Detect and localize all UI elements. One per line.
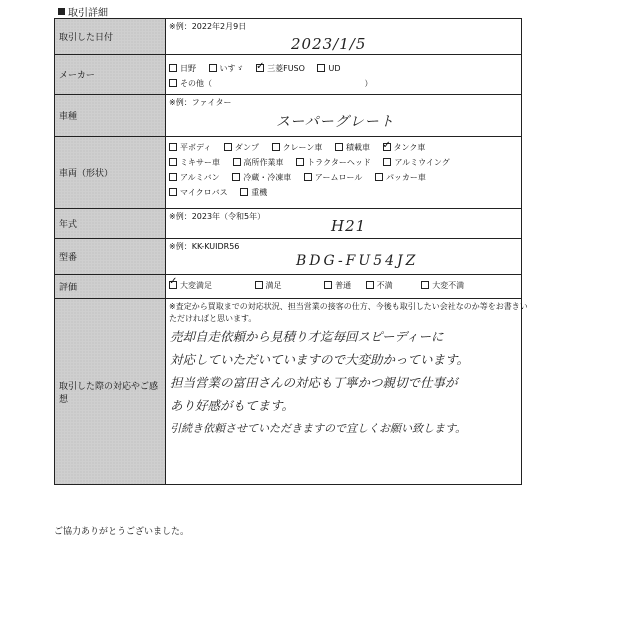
section-title-text: 取引詳細 [68, 8, 108, 19]
checkbox-icon[interactable] [366, 281, 374, 289]
type-option[interactable]: トラクターヘッド [296, 155, 371, 170]
year-label: 年式 [55, 209, 166, 239]
model-handwritten: スーパーグレート [276, 114, 395, 130]
rating-option-very-dissatisfied[interactable]: 大変不満 [421, 280, 464, 292]
rating-option-neutral[interactable]: 普通 [324, 280, 351, 292]
checkbox-icon[interactable] [169, 173, 177, 181]
model-code-cell[interactable] [166, 239, 522, 275]
maker-label: メーカー [55, 55, 166, 95]
maker-option-other[interactable]: その他（ [169, 76, 212, 91]
comment-line: 担当営業の富田さんの対応も丁寧かつ親切で仕事が [170, 375, 458, 390]
model-label: 車種 [55, 95, 166, 137]
comment-note: ※査定から買取までの対応状況、担当営業の接客の仕方、今後も取引したい会社なのか等をお書きいただければと思います。 [169, 302, 528, 323]
comment-label: 取引した際の対応やご感想 [55, 299, 166, 485]
comment-line: 売却自走依頼から見積り才迄毎回スピーディーに [170, 329, 444, 344]
checkbox-icon[interactable] [169, 188, 177, 196]
maker-option-hino[interactable]: 日野 [169, 61, 196, 76]
checkbox-icon[interactable] [421, 281, 429, 289]
checkbox-icon[interactable] [272, 143, 280, 151]
model-code-example: ※例：KK-KUIDR56 [169, 242, 240, 251]
checkbox-icon[interactable] [169, 79, 177, 87]
checkbox-icon[interactable] [240, 188, 248, 196]
date-handwritten: 2023/1/5 [291, 35, 367, 53]
checkbox-icon[interactable] [232, 173, 240, 181]
type-option[interactable]: クレーン車 [272, 140, 323, 155]
checkbox-icon[interactable] [317, 64, 325, 72]
checkbox-icon[interactable] [304, 173, 312, 181]
date-cell[interactable] [166, 19, 522, 55]
rating-cell [166, 275, 522, 299]
checkbox-checked-icon[interactable] [256, 64, 264, 72]
model-cell[interactable] [166, 95, 522, 137]
maker-option-isuzu[interactable]: いすゞ [209, 61, 244, 76]
year-handwritten: H21 [331, 217, 367, 235]
type-option[interactable]: ミキサー車 [169, 155, 220, 170]
year-example: ※例：2023年（令和5年） [169, 212, 266, 221]
checkbox-icon[interactable] [335, 143, 343, 151]
rating-option-satisfied[interactable]: 満足 [255, 280, 282, 292]
footer-thanks: ご協力ありがとうございました。 [54, 527, 190, 537]
checkbox-checked-icon[interactable] [169, 281, 177, 289]
model-code-handwritten: BDG-FU54JZ [296, 253, 419, 269]
section-title [58, 4, 108, 19]
type-option-tank[interactable]: ✓ タンク車 [383, 140, 426, 155]
model-example: ※例：ファイター [169, 98, 232, 107]
rating-option-very-satisfied[interactable]: ✓ 大変満足 [169, 280, 212, 292]
type-option[interactable]: 平ボディ [169, 140, 211, 155]
type-option[interactable]: アルミバン [169, 170, 220, 185]
year-cell[interactable] [166, 209, 522, 239]
rating-option-dissatisfied[interactable]: 不満 [366, 280, 393, 292]
type-option[interactable]: ダンプ [224, 140, 259, 155]
date-example: ※例：2022年2月9日 [169, 22, 247, 31]
model-code-label: 型番 [55, 239, 166, 275]
checkbox-icon[interactable] [169, 158, 177, 166]
square-bullet-icon [58, 8, 65, 15]
type-option[interactable]: 重機 [240, 185, 267, 200]
comment-line: 引続き依頼させていただきますので宜しくお願い致します。 [170, 422, 467, 435]
date-label: 取引した日付 [55, 19, 166, 55]
vehicle-type-label: 車両（形状） [55, 137, 166, 209]
maker-option-fuso[interactable]: ✓ 三菱FUSO [256, 61, 305, 76]
checkbox-icon[interactable] [209, 64, 217, 72]
rating-label: 評価 [55, 275, 166, 299]
maker-option-ud[interactable]: UD [317, 61, 340, 76]
checkbox-icon[interactable] [169, 64, 177, 72]
comment-line: あり好感がもてます。 [170, 398, 295, 413]
comment-line: 対応していただいていますので大変助かっています。 [170, 352, 470, 367]
maker-other-close: ） [364, 79, 373, 88]
checkbox-icon[interactable] [324, 281, 332, 289]
checkbox-icon[interactable] [255, 281, 263, 289]
type-option[interactable]: 積載車 [335, 140, 370, 155]
comment-handwritten [170, 325, 530, 440]
type-option[interactable]: パッカー車 [375, 170, 426, 185]
checkbox-icon[interactable] [233, 158, 241, 166]
type-option[interactable]: アルミウイング [383, 155, 449, 170]
type-option[interactable]: アームロール [304, 170, 363, 185]
transaction-form-table [54, 18, 528, 485]
type-option[interactable]: 冷蔵・冷凍車 [232, 170, 291, 185]
type-option[interactable]: 高所作業車 [233, 155, 284, 170]
checkbox-icon[interactable] [375, 173, 383, 181]
checkbox-icon[interactable] [383, 158, 391, 166]
checkbox-icon[interactable] [224, 143, 232, 151]
vehicle-type-cell [166, 137, 522, 209]
type-option[interactable]: マイクロバス [169, 185, 228, 200]
checkbox-icon[interactable] [169, 143, 177, 151]
comment-cell[interactable] [166, 299, 528, 485]
checkbox-icon[interactable] [296, 158, 304, 166]
maker-cell [166, 55, 522, 95]
checkbox-checked-icon[interactable] [383, 143, 391, 151]
